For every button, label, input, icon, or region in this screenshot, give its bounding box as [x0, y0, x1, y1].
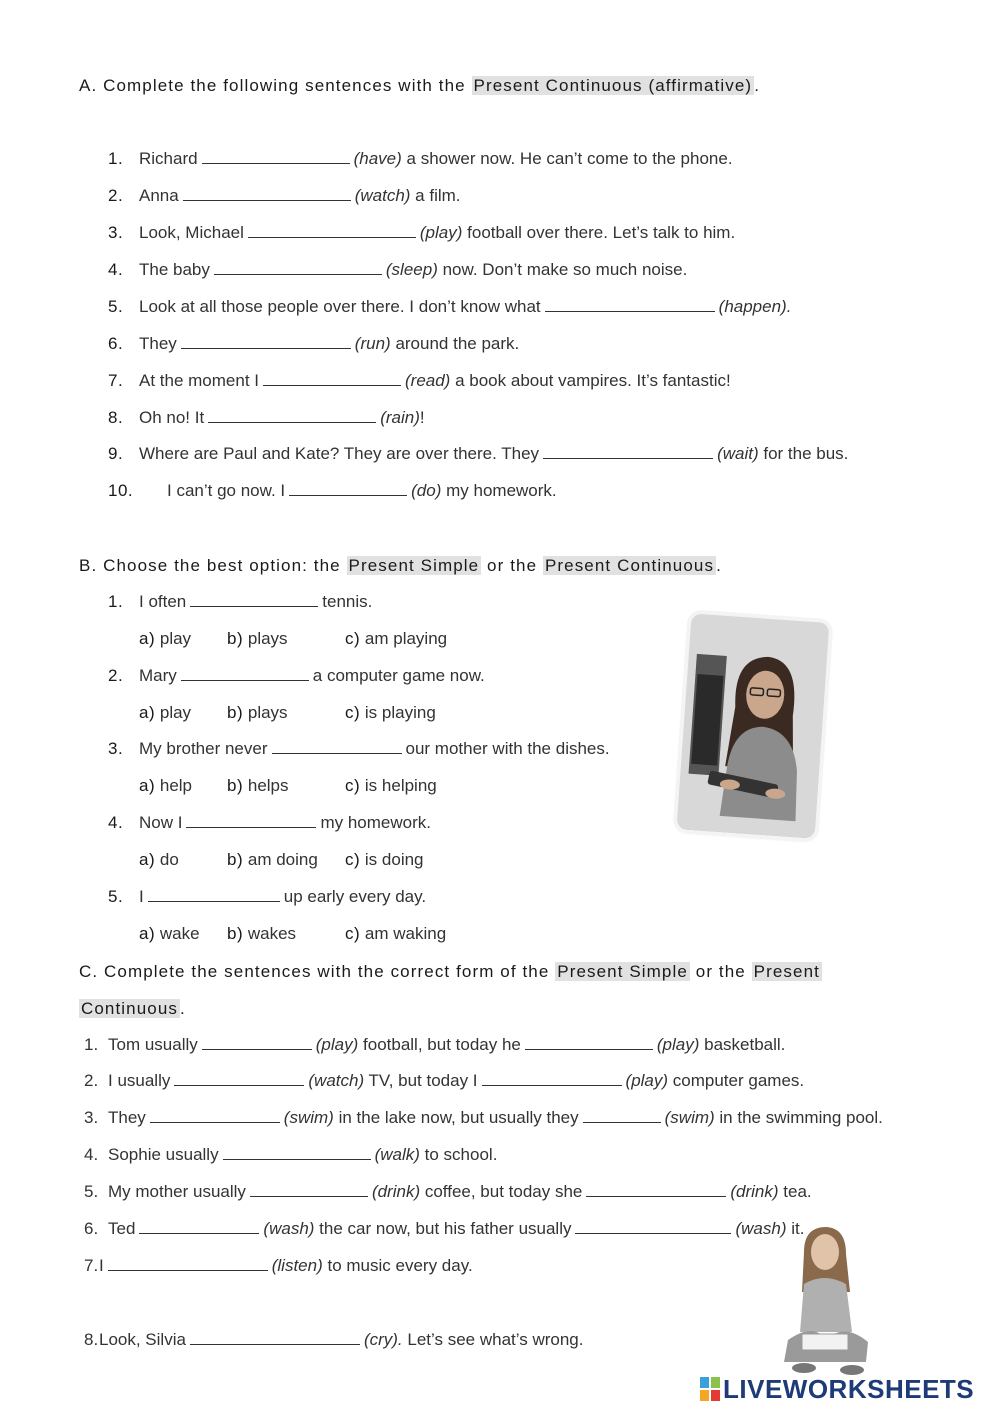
sentence-text: Tom usually [108, 1035, 198, 1054]
sentence-text: to school. [424, 1145, 498, 1164]
answer-blank[interactable] [174, 1071, 304, 1086]
option-c[interactable] [345, 629, 447, 649]
item-number: 2. [108, 186, 124, 205]
option-b[interactable] [227, 703, 288, 723]
option-letter: b) [227, 924, 244, 943]
sentence-text: Look at all those people over there. I don’t know what [139, 297, 541, 316]
sentence-text: I can’t go now. I [167, 481, 286, 500]
sentence-text: up early every day. [283, 887, 427, 906]
option-letter: c) [345, 703, 361, 722]
verb-hint: (listen) [271, 1256, 323, 1275]
option-a[interactable] [139, 776, 192, 796]
heading-highlight: Continuous [81, 999, 179, 1018]
liveworksheets-logo [700, 1374, 974, 1405]
exercise-a-item [139, 297, 791, 317]
heading-highlight: Present [753, 962, 820, 981]
exercise-b-question [139, 887, 426, 907]
sentence-text: They [139, 334, 177, 353]
answer-blank[interactable] [583, 1108, 661, 1123]
item-number: 9. [108, 444, 124, 463]
sentence-text: around the park. [395, 334, 520, 353]
verb-hint: (drink) [371, 1182, 421, 1201]
option-b[interactable] [227, 629, 288, 649]
section-c-heading-cont [79, 999, 186, 1019]
section-a-heading [79, 76, 760, 96]
item-number: 3. [108, 223, 124, 242]
option-text: plays [247, 703, 288, 722]
option-text: help [159, 776, 192, 795]
answer-blank[interactable] [545, 297, 715, 312]
option-text: helps [247, 776, 289, 795]
sentence-text: my homework. [446, 481, 557, 500]
exercise-a-item [139, 260, 687, 280]
item-number: 7. [108, 371, 124, 390]
heading-text: or the [689, 962, 752, 981]
sentence-text: tennis. [322, 592, 373, 611]
sentence-text: I usually [108, 1071, 171, 1090]
heading-suffix: . [180, 999, 186, 1018]
sentence-text: basketball. [704, 1035, 786, 1054]
option-text: play [159, 629, 192, 648]
exercise-a-item [139, 408, 425, 428]
exercise-c-item [99, 1256, 473, 1276]
exercise-a-item [139, 334, 519, 354]
answer-blank[interactable] [150, 1108, 280, 1123]
exercise-b-question [139, 739, 610, 759]
sentence-text: TV, but today I [368, 1071, 478, 1090]
option-letter: b) [227, 703, 244, 722]
option-letter: a) [139, 850, 156, 869]
option-text: is helping [364, 776, 437, 795]
item-number: 2. [84, 1071, 99, 1090]
option-c[interactable] [345, 924, 446, 944]
sentence-text: a computer game now. [312, 666, 485, 685]
item-number: 6. [108, 334, 124, 353]
item-number: 1. [84, 1035, 99, 1054]
verb-hint: (drink) [730, 1182, 779, 1201]
answer-blank[interactable] [482, 1071, 622, 1086]
sentence-text: Anna [139, 186, 179, 205]
option-text: do [159, 850, 179, 869]
heading-highlight: Present Continuous [544, 556, 715, 575]
sentence-text: for the bus. [763, 444, 849, 463]
sentence-text: a shower now. He can’t come to the phone. [406, 149, 733, 168]
answer-blank[interactable] [263, 371, 401, 386]
item-number: 1. [108, 592, 124, 611]
answer-blank[interactable] [190, 592, 318, 607]
verb-hint: (play) [656, 1035, 700, 1054]
option-b[interactable] [227, 924, 296, 944]
sentence-text: Sophie usually [108, 1145, 219, 1164]
brand-name: LIVEWORKSHEETS [723, 1374, 975, 1404]
sentence-text: Let’s see what’s wrong. [407, 1330, 584, 1349]
option-a[interactable] [139, 850, 179, 870]
verb-hint: (watch) [308, 1071, 365, 1090]
answer-blank[interactable] [575, 1219, 731, 1234]
item-number: 2. [108, 666, 124, 685]
sentence-text: The baby [139, 260, 210, 279]
option-letter: b) [227, 850, 244, 869]
sentence-text: to music every day. [327, 1256, 473, 1275]
exercise-a-item [139, 149, 733, 169]
exercise-c-item [108, 1219, 804, 1239]
option-text: am playing [364, 629, 448, 648]
option-a[interactable] [139, 924, 200, 944]
verb-hint: (wash) [263, 1219, 315, 1238]
heading-highlight: Present Simple [348, 556, 480, 575]
exercise-a-item [139, 186, 461, 206]
exercise-c-item [108, 1145, 497, 1165]
sentence-text: football over there. Let’s talk to him. [467, 223, 736, 242]
verb-hint: (cry). [363, 1330, 403, 1349]
verb-hint: (run) [354, 334, 391, 353]
brand-icon [700, 1377, 720, 1401]
answer-blank[interactable] [223, 1145, 371, 1160]
answer-blank[interactable] [108, 1256, 268, 1271]
option-c[interactable] [345, 776, 437, 796]
sentence-text: Now I [139, 813, 183, 832]
exercise-c-item [108, 1035, 785, 1055]
sentence-text: a book about vampires. It’s fantastic! [455, 371, 731, 390]
verb-hint: (rain) [380, 408, 420, 427]
sentence-text: Look, Silvia [99, 1330, 186, 1349]
sentence-text: At the moment I [139, 371, 259, 390]
answer-blank[interactable] [139, 1219, 259, 1234]
exercise-c-item [108, 1182, 812, 1202]
sentence-text: our mother with the dishes. [405, 739, 610, 758]
answer-blank[interactable] [148, 887, 280, 902]
option-b[interactable] [227, 850, 318, 870]
item-number: 5. [108, 297, 124, 316]
verb-hint: (watch) [354, 186, 411, 205]
section-c-heading [79, 962, 822, 982]
answer-blank[interactable] [525, 1035, 653, 1050]
answer-blank[interactable] [181, 334, 351, 349]
exercise-b-question [139, 813, 431, 833]
verb-hint: (read) [405, 371, 451, 390]
item-number: 4. [108, 260, 124, 279]
answer-blank[interactable] [289, 481, 407, 496]
verb-hint: (play) [625, 1071, 669, 1090]
option-letter: c) [345, 850, 361, 869]
verb-hint: (sleep) [385, 260, 438, 279]
exercise-b-question [139, 666, 485, 686]
item-number: 3. [84, 1108, 99, 1127]
option-text: play [159, 703, 192, 722]
verb-hint: (play) [315, 1035, 359, 1054]
exercise-c-item [108, 1071, 804, 1091]
item-number: 10. [108, 481, 134, 500]
heading-suffix: . [754, 76, 761, 95]
exercise-a-item [139, 444, 848, 464]
sentence-text: Ted [108, 1219, 136, 1238]
heading-suffix: . [716, 556, 722, 575]
item-number: 4. [84, 1145, 99, 1164]
sentence-text: I often [139, 592, 187, 611]
answer-blank[interactable] [183, 186, 351, 201]
sentence-text: football, but today he [363, 1035, 521, 1054]
sentence-text: They [108, 1108, 146, 1127]
option-c[interactable] [345, 850, 424, 870]
sentence-text: My mother usually [108, 1182, 246, 1201]
verb-hint: (wait) [717, 444, 759, 463]
sentence-text: now. Don’t make so much noise. [442, 260, 688, 279]
exercise-c-item [99, 1330, 583, 1350]
item-number: 5. [108, 887, 124, 906]
answer-blank[interactable] [190, 1330, 360, 1345]
heading-highlight: Present Continuous (affirmative) [473, 76, 753, 95]
option-letter: a) [139, 629, 156, 648]
verb-hint: (walk) [374, 1145, 420, 1164]
verb-hint: (have) [353, 149, 402, 168]
answer-blank[interactable] [272, 739, 402, 754]
verb-hint: (do) [411, 481, 442, 500]
sentence-text: coffee, but today she [424, 1182, 583, 1201]
answer-blank[interactable] [208, 408, 376, 423]
girl-at-computer-image [677, 613, 830, 838]
option-a[interactable] [139, 703, 191, 723]
heading-text: B. Choose the best option: the [79, 556, 347, 575]
sentence-text: ! [419, 408, 425, 427]
option-text: am doing [247, 850, 318, 869]
item-number: 7. [84, 1256, 99, 1275]
option-letter: b) [227, 776, 244, 795]
sentence-text: a film. [415, 186, 461, 205]
sentence-text: tea. [783, 1182, 812, 1201]
option-letter: c) [345, 924, 361, 943]
option-letter: a) [139, 924, 156, 943]
item-number: 8. [84, 1330, 99, 1349]
answer-blank[interactable] [181, 666, 309, 681]
sentence-text: I [139, 887, 144, 906]
sentence-text: Richard [139, 149, 198, 168]
section-b-heading [79, 556, 722, 576]
exercise-c-item [108, 1108, 883, 1128]
verb-hint: (wash) [735, 1219, 787, 1238]
option-letter: c) [345, 776, 361, 795]
sentence-text: computer games. [672, 1071, 805, 1090]
option-text: is doing [364, 850, 424, 869]
option-text: wake [159, 924, 200, 943]
sentence-text: in the lake now, but usually they [338, 1108, 579, 1127]
sentence-text: the car now, but his father usually [319, 1219, 572, 1238]
item-number: 8. [108, 408, 124, 427]
exercise-a-item [139, 371, 731, 391]
option-letter: a) [139, 703, 156, 722]
sentence-text: My brother never [139, 739, 268, 758]
option-letter: a) [139, 776, 156, 795]
answer-blank[interactable] [586, 1182, 726, 1197]
option-a[interactable] [139, 629, 191, 649]
item-number: 5. [84, 1182, 99, 1201]
option-b[interactable] [227, 776, 289, 796]
answer-blank[interactable] [214, 260, 382, 275]
heading-text: C. Complete the sentences with the correct form of the [79, 962, 556, 981]
heading-text: or the [481, 556, 543, 575]
answer-blank[interactable] [543, 444, 713, 459]
answer-blank[interactable] [202, 149, 350, 164]
item-number: 1. [108, 149, 124, 168]
verb-hint: (happen). [718, 297, 792, 316]
sentence-text: Look, Michael [139, 223, 244, 242]
item-number: 4. [108, 813, 124, 832]
verb-hint: (swim) [664, 1108, 715, 1127]
answer-blank[interactable] [186, 813, 316, 828]
option-text: plays [247, 629, 288, 648]
answer-blank[interactable] [250, 1182, 368, 1197]
sitting-girl-image [774, 1222, 874, 1382]
option-text: is playing [364, 703, 436, 722]
sentence-text: it. [791, 1219, 805, 1238]
sentence-text: my homework. [320, 813, 431, 832]
sentence-text: in the swimming pool. [719, 1108, 883, 1127]
heading-highlight: Present Simple [557, 962, 688, 981]
verb-hint: (swim) [283, 1108, 334, 1127]
sentence-text: I [99, 1256, 104, 1275]
option-c[interactable] [345, 703, 436, 723]
item-number: 6. [84, 1219, 99, 1238]
exercise-a-item [167, 481, 557, 501]
exercise-b-question [139, 592, 372, 612]
sentence-text: Where are Paul and Kate? They are over there. They [139, 444, 540, 463]
item-number: 3. [108, 739, 124, 758]
exercise-a-item [139, 223, 735, 243]
sentence-text: Oh no! It [139, 408, 205, 427]
option-text: wakes [247, 924, 297, 943]
option-letter: c) [345, 629, 361, 648]
verb-hint: (play) [419, 223, 463, 242]
option-text: am waking [364, 924, 447, 943]
answer-blank[interactable] [202, 1035, 312, 1050]
option-letter: b) [227, 629, 244, 648]
heading-text: A. Complete the following sentences with the [79, 76, 472, 95]
sentence-text: Mary [139, 666, 177, 685]
answer-blank[interactable] [248, 223, 416, 238]
